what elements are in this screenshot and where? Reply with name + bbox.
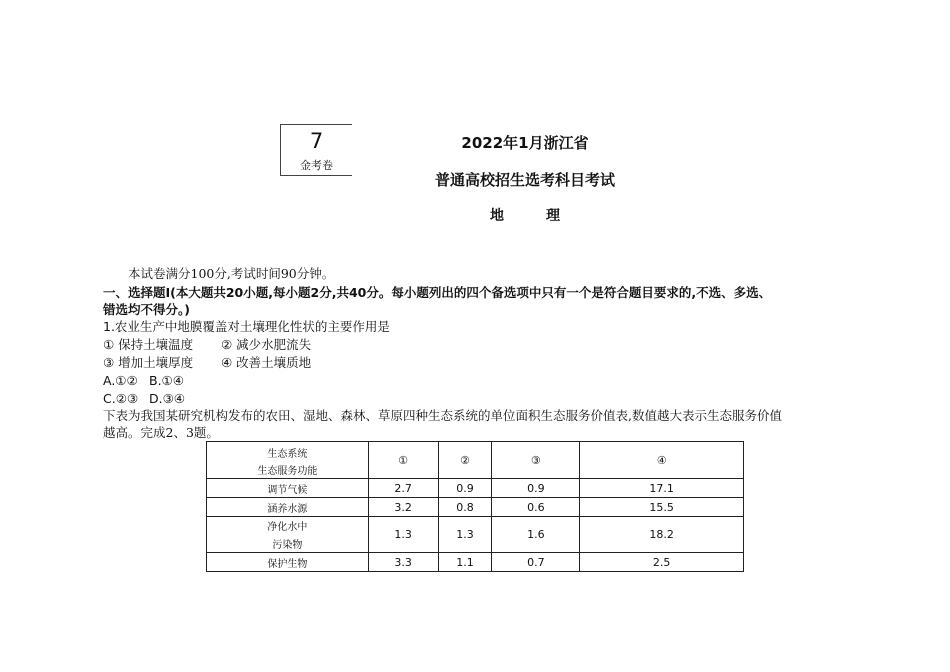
option-c: C.②③: [103, 391, 139, 406]
question-1-item: ② 减少水肥流失: [221, 337, 312, 352]
table-cell: 0.6: [492, 498, 580, 517]
table-header: ②: [438, 442, 492, 479]
table-cell: 1.1: [438, 553, 492, 572]
table-cell: 3.2: [368, 498, 438, 517]
paper-number: 7: [309, 129, 324, 153]
table-cell: 0.9: [492, 479, 580, 498]
question-1-item: ④ 改善土壤质地: [221, 355, 312, 370]
table-cell: 17.1: [580, 479, 744, 498]
corner-top-label: 生态系统: [267, 449, 308, 460]
table-cell: 18.2: [580, 517, 744, 553]
row-label: [207, 517, 369, 553]
table-cell: 2.5: [580, 553, 744, 572]
table-header-row: [207, 442, 744, 479]
table-cell: 1.3: [438, 517, 492, 553]
table-cell: 0.9: [438, 479, 492, 498]
table-cell: 15.5: [580, 498, 744, 517]
passage-line-2: 越高。完成2、3题。: [103, 425, 219, 440]
question-1-options-row-1: [103, 372, 184, 390]
table-header: ④: [580, 442, 744, 479]
question-1-item: ① 保持土壤温度: [103, 337, 194, 352]
option-d: D.③④: [149, 391, 186, 406]
paper-number-badge: [280, 124, 352, 176]
row-label: 涵养水源: [207, 498, 369, 517]
row-label-line: 污染物: [272, 540, 303, 551]
table-row: [207, 553, 744, 572]
table-cell: 2.7: [368, 479, 438, 498]
question-1-items-row-1: [103, 336, 311, 354]
section-heading-line-1: 一、选择题Ⅰ(本大题共20小题,每小题2分,共40分。每小题列出的四个备选项中只有一个是符合题目要求的,不选、多选、: [103, 285, 772, 300]
table-row: [207, 517, 744, 553]
question-1-items-row-2: [103, 354, 311, 372]
table-cell: 3.3: [368, 553, 438, 572]
brand-label: 金考卷: [300, 159, 333, 172]
row-label-line: 净化水中: [267, 522, 308, 533]
exam-intro: 本试卷满分100分,考试时间90分钟。: [128, 266, 335, 281]
option-b: B.①④: [149, 373, 184, 388]
ecosystem-service-table: [206, 441, 744, 572]
exam-year-title: 2022年1月浙江省: [461, 134, 589, 152]
table-cell: 1.3: [368, 517, 438, 553]
table-corner-cell: [207, 442, 369, 479]
table-header: ①: [368, 442, 438, 479]
option-a: A.①②: [103, 373, 138, 388]
table-cell: 1.6: [492, 517, 580, 553]
section-heading-line-2: 错选均不得分。): [103, 302, 190, 317]
exam-name-title: 普通高校招生选考科目考试: [434, 171, 615, 189]
question-1-item: ③ 增加土壤厚度: [103, 355, 194, 370]
corner-bottom-label: 生态服务功能: [257, 466, 318, 477]
table-header: ③: [492, 442, 580, 479]
passage-line-1: 下表为我国某研究机构发布的农田、湿地、森林、草原四种生态系统的单位面积生态服务价值表,数值越大表示生态服务价值: [103, 408, 782, 423]
subject-title: 地 理: [490, 208, 574, 224]
table-row: [207, 479, 744, 498]
table-row: [207, 498, 744, 517]
table-cell: 0.8: [438, 498, 492, 517]
table-cell: 0.7: [492, 553, 580, 572]
row-label: 调节气候: [207, 479, 369, 498]
question-1-stem: 1.农业生产中地膜覆盖对土壤理化性状的主要作用是: [103, 319, 390, 334]
row-label: 保护生物: [207, 553, 369, 572]
question-1-options-row-2: [103, 390, 185, 408]
